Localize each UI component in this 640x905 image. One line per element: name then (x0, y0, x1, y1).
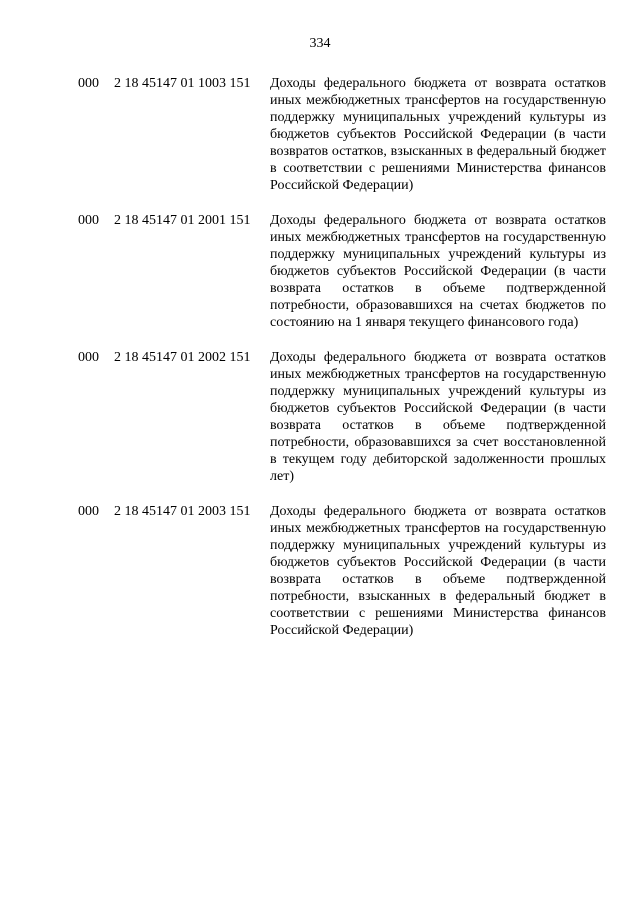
budget-classification-code: 2 18 45147 01 2003 151 (114, 504, 251, 519)
admin-code: 000 (78, 76, 99, 91)
budget-classification-code: 2 18 45147 01 2001 151 (114, 213, 251, 228)
page-number: 334 (309, 36, 331, 51)
budget-classification-code: 2 18 45147 01 2002 151 (114, 350, 251, 365)
admin-code: 000 (78, 504, 99, 519)
admin-code: 000 (78, 350, 99, 365)
budget-code-entry (0, 503, 640, 639)
budget-code-entry (0, 349, 640, 485)
revenue-description: Доходы федерального бюджета от возврата остатков иных межбюджетных трансфертов на государственную поддержку муниципальных учреждений культуры из бюджетов субъектов Российской Федерации (в части возвратов остатков, взысканных в федеральный бюджет в соответствии с решениями Министерства финансов Российской Федерации) (270, 76, 606, 193)
budget-classification-code: 2 18 45147 01 1003 151 (114, 76, 251, 91)
budget-code-list (0, 75, 640, 657)
revenue-description: Доходы федерального бюджета от возврата остатков иных межбюджетных трансфертов на государственную поддержку муниципальных учреждений культуры из бюджетов субъектов Российской Федерации (в части возврата остатков в объеме подтвержденной потребности, взысканных в федеральный бюджет в соответствии с решениями Министерства финансов Российской Федерации) (270, 504, 606, 638)
admin-code: 000 (78, 213, 99, 228)
revenue-description: Доходы федерального бюджета от возврата остатков иных межбюджетных трансфертов на государственную поддержку муниципальных учреждений культуры из бюджетов субъектов Российской Федерации (в части возврата остатков в объеме подтвержденной потребности, образовавшихся за счет восстановленной в текущем году дебиторской задолженности прошлых лет) (270, 350, 606, 484)
revenue-description: Доходы федерального бюджета от возврата остатков иных межбюджетных трансфертов на государственную поддержку муниципальных учреждений культуры из бюджетов субъектов Российской Федерации (в части возврата остатков в объеме подтвержденной потребности, образовавшихся на счетах бюджетов по состоянию на 1 января текущего финансового года) (270, 213, 606, 330)
budget-code-entry (0, 212, 640, 331)
budget-code-entry (0, 75, 640, 194)
